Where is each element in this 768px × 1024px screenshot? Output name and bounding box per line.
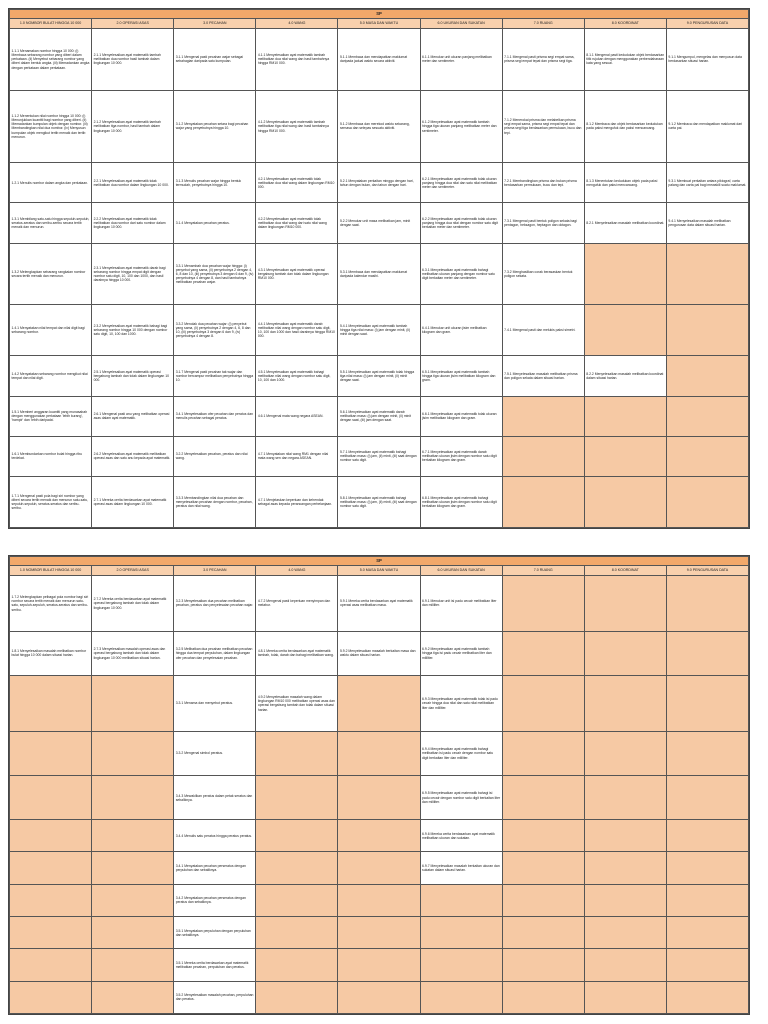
standard-cell: 1.1.2 Menentukan nilai nombor hingga 10 000: (i) Menunjukkan kuantiti bagi nombor yang diberi. (ii) Memadankan kumpulan objek dengan nombor. (iii) Membandingkan nilai dua nombor. (iv) Menyusun kumpulan objek mengikut tertib menaik dan tertib menurun. xyxy=(10,90,92,163)
empty-cell xyxy=(666,852,748,884)
empty-cell xyxy=(584,576,666,632)
empty-cell xyxy=(92,852,174,884)
column-header: 8.0 KOORDINAT xyxy=(584,566,666,576)
empty-cell xyxy=(256,776,338,820)
standard-cell: 3.2.2 Menyelesaikan pecahan, peratus dan nilai wang. xyxy=(174,436,256,476)
empty-cell xyxy=(420,884,502,916)
table-row xyxy=(10,917,749,949)
standard-cell: 8.1.3 Menentukan kedudukan objek pada paksi mengufuk dan paksi mencancang. xyxy=(584,163,666,203)
empty-cell xyxy=(338,852,420,884)
table-row xyxy=(10,163,749,203)
empty-cell xyxy=(338,884,420,916)
empty-cell xyxy=(10,852,92,884)
standard-cell: 5.8.1 Menyelesaikan ayat matematik bahagi melibatkan masa: (i) jam, (ii) minit, (iii) saat dengan nombor satu digit. xyxy=(338,476,420,527)
standard-cell: 7.1.1 Mengenal pasti prisma segi empat sama, prisma segi empat tepat dan prisma segi tiga. xyxy=(502,29,584,91)
standard-cell: 5.7.1 Menyelesaikan ayat matematik bahagi melibatkan masa: (i) jam, (ii) minit, (iii) saat dengan nombor satu digit. xyxy=(338,436,420,476)
standard-cell: 7.1.2 Menerokai prisma dan melabelkan prisma segi empat sama, prisma segi empat tepat dan prisma segi tiga berdasarkan permukaan, bucu dan tepi. xyxy=(502,90,584,163)
band-label: SP xyxy=(10,10,749,19)
standard-cell: 3.4.1 Menyatakan pecahan perseratus dengan perpuluhan dan sebaliknya. xyxy=(174,852,256,884)
column-header: 1.0 NOMBOR BULAT HINGGA 10 000 xyxy=(10,19,92,29)
standard-cell: 5.4.1 Menyelesaikan ayat matematik tambah hingga tiga nilai masa: (i) jam dengan minit, (ii) minit dengan saat. xyxy=(338,305,420,356)
table-row xyxy=(10,243,749,305)
column-header: 9.0 PENGURUSAN DATA xyxy=(666,566,748,576)
empty-cell xyxy=(420,949,502,981)
column-header: 3.0 PECAHAN xyxy=(174,566,256,576)
empty-cell xyxy=(10,884,92,916)
empty-cell xyxy=(584,305,666,356)
standard-cell: 3.1.1 Mengenal pasti pecahan wajar sebagai sebahagian daripada satu kumpulan. xyxy=(174,29,256,91)
table-row xyxy=(10,731,749,775)
standard-cell: 6.7.1 Menyelesaikan ayat matematik darab melibatkan ukuran jisim dengan nombor satu digit berkaitan kilogram dan gram. xyxy=(420,436,502,476)
column-header: 4.0 WANG xyxy=(256,566,338,576)
empty-cell xyxy=(502,436,584,476)
standard-cell: 3.1.4 Menyatakan pecahan peratus. xyxy=(174,203,256,243)
standard-cell: 9.1.2 Membaca dan mendapatkan maklumat dari carta pai. xyxy=(666,90,748,163)
syllabus-table-1 xyxy=(8,8,750,529)
standard-cell: 2.1.2 Menyelesaikan ayat matematik tambah melibatkan tiga nombor, hasil tambah dalam lingkungan 10 000. xyxy=(92,90,174,163)
standard-cell: 6.5.1 Menyelesaikan ayat matematik tambah hingga tiga ukuran jisim melibatkan kilogram dan gram. xyxy=(420,356,502,396)
column-header: 6.0 UKURAN DAN SUKATAN xyxy=(420,19,502,29)
column-header: 2.0 OPERASI ASAS xyxy=(92,19,174,29)
column-header: 5.0 MASA DAN WAKTU xyxy=(338,19,420,29)
standard-cell: 1.5.1 Memberi anggaran kuantiti yang munasabah dengan menggunakan perkataan 'lebih kurang', 'hampir' dan 'lebih daripada'. xyxy=(10,396,92,436)
standard-cell: 3.4.1 Menyelesaikan ofer pecahan dan peratus dan menulis pecahan sebagai peratus. xyxy=(174,396,256,436)
empty-cell xyxy=(92,949,174,981)
band-label: SP xyxy=(10,557,749,566)
table-row xyxy=(10,820,749,852)
empty-cell xyxy=(256,852,338,884)
standard-cell: 6.1.1 Menukar unit ukuran panjang melibatkan meter dan sentimeter. xyxy=(420,29,502,91)
standard-cell: 9.1.1 Mengumpul, mengelas dan menyusun data berdasarkan situasi harian. xyxy=(666,29,748,91)
standard-cell: 1.3.1 Membilang satu-satu hingga sepuluh-sepuluh, seratus-seratus dan seribu-seribu secara tertib menaik dan menurun. xyxy=(10,203,92,243)
column-header: 6.0 UKURAN DAN SUKATAN xyxy=(420,566,502,576)
empty-cell xyxy=(92,731,174,775)
standard-cell: 3.5.1 Mereka cerita berdasarkan ayat matematik melibatkan pecahan, perpuluhan dan peratus. xyxy=(174,949,256,981)
standard-cell: 6.9.2 Menyelesaikan ayat matematik tambah hingga tiga isi padu cecair melibatkan liter dan mililiter. xyxy=(420,631,502,675)
column-header: 8.0 KOORDINAT xyxy=(584,19,666,29)
empty-cell xyxy=(502,776,584,820)
band-row xyxy=(10,10,749,19)
empty-cell xyxy=(92,917,174,949)
standard-cell: 7.3.1 Mengenal pasti bentuk poligon sekata bagi pentagon, heksagon, heptagon dan oktagon. xyxy=(502,203,584,243)
table-row xyxy=(10,884,749,916)
table-row xyxy=(10,981,749,1013)
standard-cell: 3.5.1 Menyatakan perpuluhan dengan perpuluhan dan sebaliknya. xyxy=(174,917,256,949)
standard-cell: 3.3.1 Menambah dua pecahan wajar hingga: (i) penyebut yang sama, (ii) penyebutnya 2 dengan 4, 6, 8 dan 10, (iii) penyebutnya 3 dengan 6 dan 9, (iv) penyebutnya 4 dengan 8, dan hasil tambahnya melibatkan pecahan wajar. xyxy=(174,243,256,305)
column-header: 3.0 PECAHAN xyxy=(174,19,256,29)
standard-cell: 1.1.1 Menamakan nombor hingga 10 000: (i) Membaca sebarang nombor yang diberi dalam perkataan. (ii) Menyebut sebarang nombor yang diberi dalam bentuk angka. (iii) Memadankan angka dengan perkataan dalam perkataan. xyxy=(10,29,92,91)
empty-cell xyxy=(92,884,174,916)
empty-cell xyxy=(666,949,748,981)
empty-cell xyxy=(502,631,584,675)
standard-cell: 2.1.1 Menyelesaikan ayat matematik tambah melibatkan dua nombor hasil tambah dalam lingkungan 10 000. xyxy=(92,29,174,91)
standard-cell: 3.4.4 Menulis satu peratus hingga peratus peratus. xyxy=(174,820,256,852)
standard-cell: 2.7.2 Mereka cerita berdasarkan ayat matematik operasi bergabung tambah dan tolak dalam lingkungan 10 000. xyxy=(92,576,174,632)
table-row xyxy=(10,676,749,732)
standard-cell: 4.7.1 Menyatakan nilai wang RM1 dengan nilai mata wang sen dan negara ASEAN. xyxy=(256,436,338,476)
standard-cell: 3.4.2 Menyatakan pecahan perseratus dengan peratus dan sebaliknya. xyxy=(174,884,256,916)
empty-cell xyxy=(338,676,420,732)
empty-cell xyxy=(666,731,748,775)
standard-cell: 5.2.1 Menyatakan perkaitan minggu dengan hari, tahun dengan bulan, dan tahun dengan hari. xyxy=(338,163,420,203)
standard-cell: 5.9.2 Menyelesaikan masalah berkaitan masa dan waktu dalam situasi harian. xyxy=(338,631,420,675)
table-row xyxy=(10,396,749,436)
standard-cell: 1.7.1 Mengenal pasti pola bagi siri nombor yang diberi secara tertib menaik dan menurun satu-satu, sepuluh-sepuluh, seratus-seratus dan seribu-seribu. xyxy=(10,476,92,527)
column-header: 5.0 MASA DAN WAKTU xyxy=(338,566,420,576)
header-row xyxy=(10,566,749,576)
standard-cell: 4.2.1 Menyelesaikan ayat matematik tolak melibatkan dua nilai wang dalam lingkungan RM10 000. xyxy=(256,163,338,203)
standard-cell: 6.9.7 Menyelesaikan masalah berkaitan ukuran dan sukatan dalam situasi harian. xyxy=(420,852,502,884)
standard-cell: 4.6.1 Mengenal mata wang negara ASEAN. xyxy=(256,396,338,436)
standard-cell: 4.9.2 Menyelesaikan masalah wang dalam lingkungan RM10 000 melibatkan operasi asas dan operasi bergabung tambah dan tolak dalam situasi harian. xyxy=(256,676,338,732)
column-header: 1.0 NOMBOR BULAT HINGGA 10 000 xyxy=(10,566,92,576)
standard-cell: 9.4.1 Menyelesaikan masalah melibatkan pengurusan data dalam situasi harian. xyxy=(666,203,748,243)
standard-cell: 3.3.1 Menama dan menyebut peratus. xyxy=(174,676,256,732)
table-row xyxy=(10,776,749,820)
empty-cell xyxy=(10,917,92,949)
empty-cell xyxy=(584,884,666,916)
column-header: 7.0 RUANG xyxy=(502,19,584,29)
standard-cell: 5.1.1 Membaca dan mendapatkan maklumat daripada jadual waktu secara aktiviti. xyxy=(338,29,420,91)
empty-cell xyxy=(256,731,338,775)
standard-cell: 8.2.2 Menyelesaikan masalah melibatkan koordinat dalam situasi harian. xyxy=(584,356,666,396)
column-header: 7.0 RUANG xyxy=(502,566,584,576)
standard-cell: 1.3.2 Melengkapkan sebarang rangkaian nombor secara tertib menaik dan menurun. xyxy=(10,243,92,305)
empty-cell xyxy=(502,884,584,916)
empty-cell xyxy=(92,981,174,1013)
empty-cell xyxy=(420,917,502,949)
empty-cell xyxy=(666,884,748,916)
table-row xyxy=(10,29,749,91)
empty-cell xyxy=(502,476,584,527)
standard-cell: 5.3.1 Membaca dan mendapatkan maklumat daripada kalendar masihi. xyxy=(338,243,420,305)
empty-cell xyxy=(666,676,748,732)
empty-cell xyxy=(502,917,584,949)
empty-cell xyxy=(584,820,666,852)
empty-cell xyxy=(338,820,420,852)
empty-cell xyxy=(584,852,666,884)
empty-cell xyxy=(256,884,338,916)
column-header: 2.0 OPERASI ASAS xyxy=(92,566,174,576)
table-row xyxy=(10,576,749,632)
standard-cell: 3.4.3 Mewakilkan peratus dalam petak seratus dan sebaliknya. xyxy=(174,776,256,820)
standard-cell: 6.8.1 Menyelesaikan ayat matematik bahagi melibatkan ukuran jisim dengan nombor satu digit berkaitan kilogram dan gram. xyxy=(420,476,502,527)
standard-cell: 3.3.2 Mengenal simbol peratus. xyxy=(174,731,256,775)
standard-cell: 1.4.2 Menyatakan sebarang nombor mengikut nilai tempat dan nilai digit. xyxy=(10,356,92,396)
standard-cell: 5.5.1 Menyelesaikan ayat matematik tolak hingga tiga nilai masa: (i) jam dengan minit, (ii) minit dengan saat. xyxy=(338,356,420,396)
standard-cell: 5.6.1 Menyelesaikan ayat matematik darab melibatkan masa: (i) jam dengan minit, (ii) minit dengan saat, (iii) jam dengan saat. xyxy=(338,396,420,436)
standard-cell: 8.2.1 Menyelesaikan masalah melibatkan koordinat. xyxy=(584,203,666,243)
band-row xyxy=(10,557,749,566)
standard-cell: 2.7.1 Mereka cerita berdasarkan ayat matematik operasi asas dalam lingkungan 10 000. xyxy=(92,476,174,527)
standard-cell: 6.9.3 Menyelesaikan ayat matematik tolak isi padu cecair hingga dua nilai dan satu nilai melibatkan liter dan mililiter. xyxy=(420,676,502,732)
standard-cell: 3.1.2 Menyatakan pecahan setara bagi pecahan wajar yang penyebutnya hingga 10. xyxy=(174,90,256,163)
empty-cell xyxy=(338,917,420,949)
empty-cell xyxy=(666,981,748,1013)
empty-cell xyxy=(92,676,174,732)
standard-cell: 2.7.3 Menyelesaikan masalah operasi asas dan operasi bergabung tambah dan tolak dalam lingkungan 10 000 melibatkan situasi harian. xyxy=(92,631,174,675)
standard-cell: 4.1.2 Menyelesaikan ayat matematik tambah melibatkan tiga nilai wang dan hasil tambahnya hingga RM10 000. xyxy=(256,90,338,163)
standard-cell: 5.1.2 Membaca dan merekod waktu sekarang, semasa dan selepas sesuatu aktiviti. xyxy=(338,90,420,163)
standard-cell: 6.4.1 Menukar unit ukuran jisim melibatkan kilogram dan gram. xyxy=(420,305,502,356)
empty-cell xyxy=(502,949,584,981)
standard-cell: 4.3.1 Menyelesaikan ayat matematik operasi bergabung tambah dan tolak dalam lingkungan RM10 000. xyxy=(256,243,338,305)
standard-cell: 3.3.2 Menolak dua pecahan wajar: (i) penyebut yang sama, (ii) penyebutnya 2 dengan 4, 6, 8 dan 10, (iii) penyebutnya 3 dengan 6 dan 9, (iv) penyebutnya 4 dengan 8. xyxy=(174,305,256,356)
empty-cell xyxy=(584,776,666,820)
table-row xyxy=(10,305,749,356)
standard-cell: 8.1.1 Mengenal pasti kedudukan objek berdasarkan titik rujukan dengan menggunakan perbendaharaan kata yang sesuai. xyxy=(584,29,666,91)
empty-cell xyxy=(666,243,748,305)
standard-cell: 2.6.1 Mengenal pasti anu yang melibatkan operasi asas dalam ayat matematik. xyxy=(92,396,174,436)
standard-cell: 6.2.1 Menyelesaikan ayat matematik tolak ukuran panjang hingga dua nilai dan satu nilai melibatkan meter dan sentimeter. xyxy=(420,163,502,203)
empty-cell xyxy=(666,631,748,675)
table-row xyxy=(10,436,749,476)
empty-cell xyxy=(502,731,584,775)
standard-cell: 1.7.2 Melengkapkan pelbagai pola nombor bagi siri nombor secara tertib menaik dan menurun satu-satu, sepuluh-sepuluh, seratus-seratus dan seribu-seribu. xyxy=(10,576,92,632)
empty-cell xyxy=(502,576,584,632)
column-header: 9.0 PENGURUSAN DATA xyxy=(666,19,748,29)
empty-cell xyxy=(338,981,420,1013)
standard-cell: 1.4.1 Menyatakan nilai tempat dan nilai digit bagi sebarang nombor. xyxy=(10,305,92,356)
empty-cell xyxy=(502,396,584,436)
header-row xyxy=(10,19,749,29)
empty-cell xyxy=(584,243,666,305)
standard-cell: 2.3.1 Menyelesaikan ayat matematik darab bagi sebarang nombor hingga empat digit dengan nombor satu digit, 10, 100 dan 1000, dan hasil darabnya hingga 10 000. xyxy=(92,243,174,305)
standard-cell: 3.3.3 Membandingkan nilai dua pecahan dan menyelesaikan pecahan dengan nombor, pecahan, peratus dan nilai wang. xyxy=(174,476,256,527)
empty-cell xyxy=(338,776,420,820)
standard-cell: 4.7.1 Menjelaskan keperluan dan kehendak sebagai asas kepada perancangan perbelanjaan. xyxy=(256,476,338,527)
empty-cell xyxy=(584,917,666,949)
column-header: 4.0 WANG xyxy=(256,19,338,29)
table-row xyxy=(10,476,749,527)
standard-cell: 1.8.1 Menyelesaikan masalah melibatkan nombor bulat hingga 10 000 dalam situasi harian. xyxy=(10,631,92,675)
empty-cell xyxy=(584,476,666,527)
standard-cell: 3.1.7 Mengenal pasti pecahan tak wajar dan nombor bercampur melibatkan penyebutnya hingga 10. xyxy=(174,356,256,396)
empty-cell xyxy=(502,852,584,884)
standard-cell: 6.2.2 Menyelesaikan ayat matematik tolak ukuran panjang hingga dua nilai dengan nombor satu digit berkaitan meter dan sentimeter. xyxy=(420,203,502,243)
empty-cell xyxy=(584,396,666,436)
standard-cell: 4.2.2 Menyelesaikan ayat matematik tolak melibatkan dua nilai wang dari satu nilai wang dalam lingkungan RM10 000. xyxy=(256,203,338,243)
empty-cell xyxy=(92,776,174,820)
standard-cell: 4.8.1 Mereka cerita berdasarkan ayat matematik tambah, tolak, darab dan bahagi melibatkan wang. xyxy=(256,631,338,675)
empty-cell xyxy=(502,820,584,852)
table-row xyxy=(10,356,749,396)
standard-cell: 6.9.5 Menyelesaikan ayat matematik bahagi isi padu cecair dengan nombor satu digit berkaitan liter dan mililiter. xyxy=(420,776,502,820)
empty-cell xyxy=(584,676,666,732)
standard-cell: 5.2.2 Menukar unit masa melibatkan jam, minit dengan saat. xyxy=(338,203,420,243)
standard-cell: 7.2.1 Membandingkan prisma dan bukan prisma berdasarkan permukaan, bucu dan tepi. xyxy=(502,163,584,203)
standard-cell: 3.2.3 Menyelesaikan dua pecahan melibatkan pecahan, peratus dan penyelesaian pecahan wajar. xyxy=(174,576,256,632)
standard-cell: 1.6.1 Membundarkan nombor bulat hingga ribu terdekat. xyxy=(10,436,92,476)
standard-cell: 7.4.1 Mengenal pasti dan melukis paksi simetri. xyxy=(502,305,584,356)
standard-cell: 1.2.1 Menulis nombor dalam angka dan perkataan. xyxy=(10,163,92,203)
empty-cell xyxy=(666,356,748,396)
standard-cell: 4.7.2 Mengenal pasti keperluan menyimpan dan melabur. xyxy=(256,576,338,632)
empty-cell xyxy=(666,396,748,436)
standard-cell: 7.5.1 Menyelesaikan masalah melibatkan prisma dan poligon sekata dalam situasi harian. xyxy=(502,356,584,396)
syllabus-table-2 xyxy=(8,555,750,1015)
standard-cell: 6.9.1 Menukar unit isi padu cecair melibatkan liter dan mililiter. xyxy=(420,576,502,632)
standard-cell: 2.2.2 Menyelesaikan ayat matematik tolak melibatkan dua nombor dari satu nombor dalam lingkungan 10 000. xyxy=(92,203,174,243)
empty-cell xyxy=(420,981,502,1013)
standard-cell: 6.3.1 Menyelesaikan ayat matematik bahagi melibatkan ukuran panjang dengan nombor satu digit berkaitan meter dan sentimeter. xyxy=(420,243,502,305)
empty-cell xyxy=(584,436,666,476)
empty-cell xyxy=(666,917,748,949)
standard-cell: 5.9.1 Mereka cerita berdasarkan ayat matematik operasi asas melibatkan masa. xyxy=(338,576,420,632)
standard-cell: 6.9.6 Mereka cerita berdasarkan ayat matematik melibatkan ukuran dan sukatan. xyxy=(420,820,502,852)
empty-cell xyxy=(256,981,338,1013)
empty-cell xyxy=(502,981,584,1013)
empty-cell xyxy=(10,776,92,820)
empty-cell xyxy=(338,949,420,981)
empty-cell xyxy=(256,949,338,981)
standard-cell: 2.5.1 Menyelesaikan ayat matematik operasi bergabung tambah dan tolak dalam lingkungan 10 000. xyxy=(92,356,174,396)
empty-cell xyxy=(666,776,748,820)
empty-cell xyxy=(10,676,92,732)
table-row xyxy=(10,203,749,243)
empty-cell xyxy=(584,631,666,675)
empty-cell xyxy=(10,820,92,852)
table-row xyxy=(10,631,749,675)
standard-cell: 8.1.2 Membaca dan objek berdasarkan kedudukan pada paksi mengufuk dan paksi mencancang. xyxy=(584,90,666,163)
syllabus-grid xyxy=(9,9,749,528)
empty-cell xyxy=(584,731,666,775)
standard-cell: 2.3.2 Menyelesaikan ayat matematik bahagi bagi sebarang nombor hingga 10 000 dengan nombor satu digit, 10, 100 dan 1000. xyxy=(92,305,174,356)
empty-cell xyxy=(666,476,748,527)
standard-cell: 4.1.1 Menyelesaikan ayat matematik tambah melibatkan dua nilai wang dan hasil tambahnya hingga RM10 000. xyxy=(256,29,338,91)
empty-cell xyxy=(92,820,174,852)
standard-cell: 3.2.5 Melibatkan dua pecahan melibatkan pecahan hingga dua tempat perpuluhan, dalam lingkungan ofer pecahan dan penyelesaian pecahan. xyxy=(174,631,256,675)
standard-cell: 7.3.2 Menghasilkan corak berasaskan bentuk poligon sekata. xyxy=(502,243,584,305)
empty-cell xyxy=(10,731,92,775)
table-row xyxy=(10,949,749,981)
standard-cell: 4.5.1 Menyelesaikan ayat matematik bahagi melibatkan nilai wang dengan nombor satu digit, 10, 100 dan 1000. xyxy=(256,356,338,396)
standard-cell: 6.9.4 Menyelesaikan ayat matematik bahagi melibatkan isi padu cecair dengan nombor satu digit berkaitan liter dan mililiter. xyxy=(420,731,502,775)
table-row xyxy=(10,90,749,163)
standard-cell: 9.3.1 Membuat perkaitan antara piktograf, carta palang dan carta pai bagi mewakili suatu maklumat. xyxy=(666,163,748,203)
empty-cell xyxy=(10,949,92,981)
standard-cell: 3.1.3 Menulis pecahan wajar hingga bentuk termudah, penyebutnya hingga 10. xyxy=(174,163,256,203)
empty-cell xyxy=(338,731,420,775)
empty-cell xyxy=(584,949,666,981)
table-row xyxy=(10,852,749,884)
empty-cell xyxy=(256,917,338,949)
standard-cell: 6.6.1 Menyelesaikan ayat matematik tolak ukuran jisim melibatkan kilogram dan gram. xyxy=(420,396,502,436)
empty-cell xyxy=(10,981,92,1013)
standard-cell: 2.2.1 Menyelesaikan ayat matematik tolak melibatkan dua nombor dalam lingkungan 10 000. xyxy=(92,163,174,203)
standard-cell: 4.4.1 Menyelesaikan ayat matematik darab melibatkan nilai wang dengan nombor satu digit, 10, 100 dan 1000 dan hasil darabnya hingga RM10 000. xyxy=(256,305,338,356)
syllabus-grid xyxy=(9,556,749,1014)
empty-cell xyxy=(502,676,584,732)
standard-cell: 6.1.2 Menyelesaikan ayat matematik tambah hingga tiga ukuran panjang melibatkan meter dan sentimeter. xyxy=(420,90,502,163)
empty-cell xyxy=(666,436,748,476)
standard-cell: 3.5.2 Menyelesaikan masalah pecahan, perpuluhan dan peratus. xyxy=(174,981,256,1013)
empty-cell xyxy=(256,820,338,852)
empty-cell xyxy=(666,305,748,356)
empty-cell xyxy=(584,981,666,1013)
empty-cell xyxy=(666,820,748,852)
empty-cell xyxy=(666,576,748,632)
standard-cell: 2.6.2 Menyelesaikan ayat matematik melibatkan operasi asas dan satu anu kepada ayat matematik. xyxy=(92,436,174,476)
